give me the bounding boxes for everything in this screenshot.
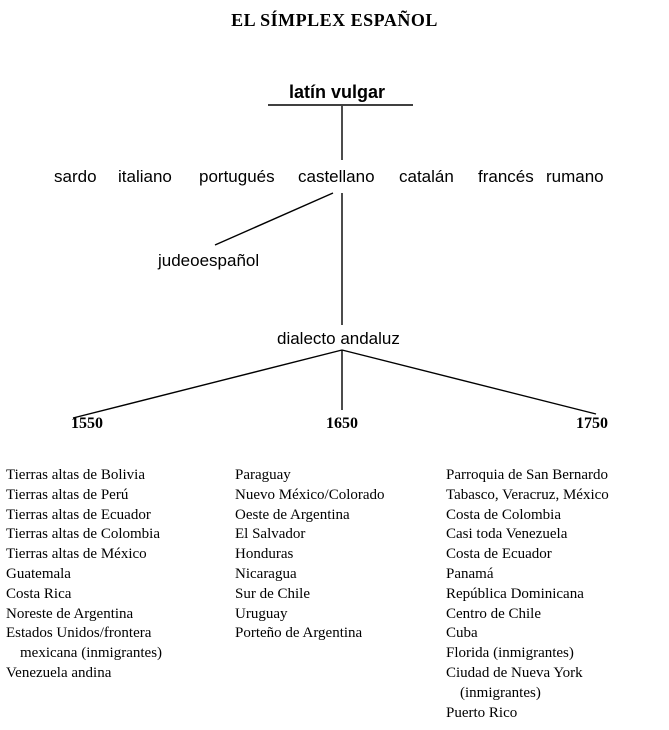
- region-label-continued: mexicana (inmigrantes): [20, 645, 163, 662]
- region-item: [6, 605, 162, 625]
- region-label: Centro de Chile: [446, 605, 541, 622]
- language-sardo: sardo: [54, 167, 97, 186]
- region-label: Panamá: [446, 565, 494, 582]
- region-label: Florida (inmigrantes): [446, 645, 574, 662]
- region-item: [446, 585, 609, 605]
- region-label: Porteño de Argentina: [235, 625, 363, 642]
- region-label: República Dominicana: [446, 585, 584, 602]
- region-label: Costa de Ecuador: [446, 546, 552, 563]
- region-label: Venezuela andina: [6, 664, 112, 681]
- andaluz-to-1550-line: [73, 350, 342, 418]
- region-item: [446, 605, 609, 625]
- region-label: Noreste de Argentina: [6, 605, 134, 622]
- region-label: Costa Rica: [6, 585, 72, 602]
- language-catalan: catalán: [399, 167, 454, 186]
- region-label: Parroquia de San Bernardo: [446, 467, 609, 483]
- region-item: [446, 506, 609, 526]
- region-item: [6, 545, 162, 565]
- region-item: [446, 486, 609, 506]
- language-italiano: italiano: [118, 167, 172, 186]
- region-item: [446, 545, 609, 565]
- region-item: [446, 704, 609, 724]
- year-1650: 1650: [326, 415, 358, 432]
- region-item: [235, 506, 385, 526]
- andaluz-to-1750-line: [342, 350, 596, 414]
- region-label: Puerto Rico: [446, 704, 518, 721]
- region-item: [235, 466, 385, 486]
- region-label: Guatemala: [6, 565, 71, 582]
- region-label: El Salvador: [235, 526, 306, 543]
- language-rumano: rumano: [546, 167, 604, 186]
- castellano-to-judeo-line: [215, 193, 333, 245]
- region-label: Tierras altas de Ecuador: [6, 506, 151, 523]
- region-item: [235, 545, 385, 565]
- region-item: [446, 525, 609, 545]
- region-label: Tierras altas de Bolivia: [6, 467, 146, 483]
- region-item: [6, 486, 162, 506]
- region-item: [235, 486, 385, 506]
- region-item: [235, 525, 385, 545]
- node-dialecto-andaluz: dialecto andaluz: [277, 329, 400, 348]
- region-label: Tierras altas de México: [6, 546, 147, 563]
- region-label: Sur de Chile: [235, 585, 310, 602]
- region-label: Honduras: [235, 546, 294, 563]
- region-item: [6, 466, 162, 486]
- year-1750: 1750: [576, 415, 608, 432]
- region-item: [6, 664, 162, 684]
- root-node-latin-vulgar: latín vulgar: [289, 82, 386, 102]
- region-label: Uruguay: [235, 605, 288, 622]
- region-item: [446, 644, 609, 664]
- region-label: Tierras altas de Perú: [6, 486, 129, 503]
- region-item: [235, 585, 385, 605]
- region-label: Paraguay: [235, 467, 291, 483]
- region-label: Cuba: [446, 625, 478, 642]
- region-item: [6, 624, 162, 664]
- regions-1650-list: [235, 466, 385, 644]
- regions-1550-list: [6, 466, 162, 684]
- region-item: [235, 605, 385, 625]
- region-item: [235, 624, 385, 644]
- region-label: Nicaragua: [235, 565, 297, 582]
- language-castellano: castellano: [298, 167, 375, 186]
- region-label: Estados Unidos/frontera: [6, 625, 152, 642]
- region-item: [446, 664, 609, 704]
- region-label: Tierras altas de Colombia: [6, 526, 161, 543]
- region-item: [6, 525, 162, 545]
- language-portugues: portugués: [199, 167, 275, 186]
- region-item: [446, 466, 609, 486]
- diagram-title: EL SÍMPLEX ESPAÑOL: [231, 10, 438, 30]
- region-item: [235, 565, 385, 585]
- region-label-continued: (inmigrantes): [460, 684, 541, 701]
- region-label: Costa de Colombia: [446, 506, 561, 523]
- regions-1750-list: [446, 466, 609, 723]
- region-item: [446, 565, 609, 585]
- region-label: Nuevo México/Colorado: [235, 486, 385, 503]
- node-judeoespanol: judeoespañol: [158, 251, 260, 270]
- region-label: Tabasco, Veracruz, México: [446, 486, 609, 503]
- region-item: [6, 585, 162, 605]
- region-label: Casi toda Venezuela: [446, 526, 568, 543]
- region-label: Ciudad de Nueva York: [446, 664, 583, 681]
- region-item: [446, 624, 609, 644]
- region-label: Oeste de Argentina: [235, 506, 350, 523]
- region-item: [6, 565, 162, 585]
- region-item: [6, 506, 162, 526]
- year-1550: 1550: [71, 415, 103, 432]
- language-frances: francés: [478, 167, 534, 186]
